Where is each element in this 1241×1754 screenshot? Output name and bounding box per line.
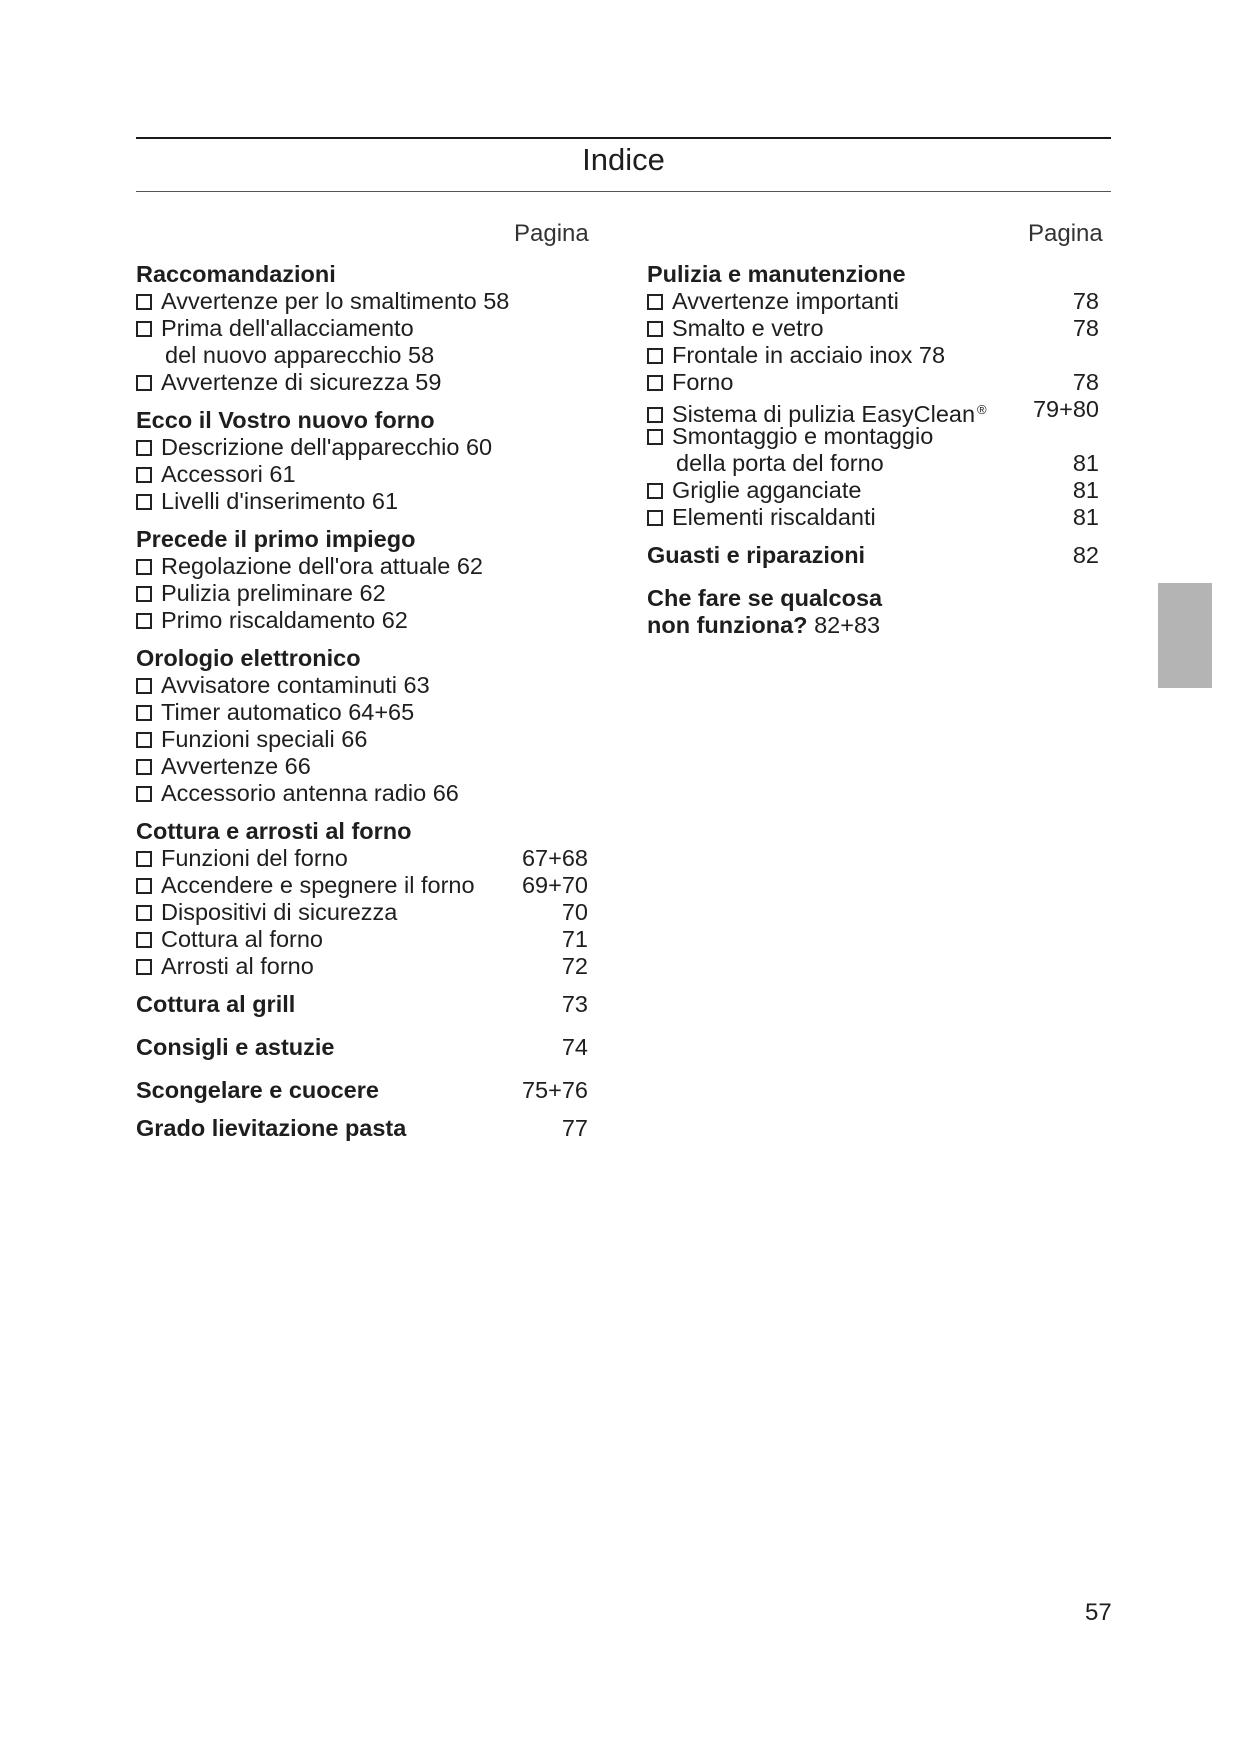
toc-page-ref: 61: [371, 488, 399, 514]
checkbox-bullet-icon: [136, 678, 152, 694]
toc-entry[interactable]: [136, 488, 588, 515]
toc-entry-label: Funzioni del forno: [161, 845, 348, 871]
checkbox-bullet-icon: [647, 348, 663, 364]
toc-page-ref: 60: [465, 434, 493, 460]
toc-entry-label: Cottura al grill: [136, 991, 296, 1017]
toc-entry[interactable]: [136, 288, 588, 315]
toc-entry-label: Avvertenze importanti: [672, 288, 899, 314]
toc-page-ref: 70: [561, 899, 588, 925]
checkbox-bullet-icon: [136, 959, 152, 975]
checkbox-bullet-icon: [136, 294, 152, 310]
toc-entry[interactable]: [136, 926, 588, 953]
toc-entry[interactable]: [136, 780, 588, 807]
checkbox-bullet-icon: [136, 851, 152, 867]
checkbox-bullet-icon: [647, 294, 663, 310]
toc-entry-label: Elementi riscaldanti: [672, 504, 876, 530]
toc-section-heading[interactable]: [136, 991, 588, 1018]
section-spacer: [136, 1104, 588, 1115]
toc-page-ref: 64+65: [348, 699, 415, 725]
toc-entry-label: Smontaggio e montaggio: [672, 423, 934, 449]
toc-entry-label: Funzioni speciali: [161, 726, 335, 752]
section-spacer: [136, 807, 588, 818]
toc-page-ref: 61: [269, 461, 296, 487]
toc-entry-label: Orologio elettronico: [136, 645, 361, 671]
toc-entry-label: Avvisatore contaminuti: [161, 672, 397, 698]
toc-entry[interactable]: [136, 342, 588, 369]
toc-entry-label: Sistema di pulizia EasyClean: [672, 401, 976, 427]
toc-section-heading[interactable]: [136, 261, 588, 288]
toc-entry-label: Prima dell'allacciamento: [161, 315, 414, 341]
toc-page-ref: 78: [1072, 315, 1099, 341]
toc-page-ref: 81: [1072, 504, 1099, 530]
toc-entry[interactable]: [136, 369, 588, 396]
toc-entry[interactable]: [136, 672, 588, 699]
toc-entry-label: Timer automatico: [161, 699, 342, 725]
toc-entry[interactable]: [647, 450, 1099, 477]
toc-left-column: [136, 261, 588, 1142]
checkbox-bullet-icon: [136, 613, 152, 629]
checkbox-bullet-icon: [647, 407, 663, 423]
toc-entry[interactable]: [136, 553, 588, 580]
checkbox-bullet-icon: [647, 429, 663, 445]
toc-page-ref: 81: [1072, 450, 1099, 476]
toc-entry[interactable]: [136, 580, 588, 607]
toc-right-column: [647, 261, 1099, 639]
toc-page-ref: 82: [1072, 542, 1099, 568]
toc-page-ref: 79+80: [1032, 396, 1099, 422]
toc-entry-label: Precede il primo impiego: [136, 526, 416, 552]
toc-section-heading[interactable]: [136, 407, 588, 434]
page-title: Indice: [582, 142, 665, 177]
toc-entry-label: del nuovo apparecchio: [165, 342, 402, 368]
toc-section-heading[interactable]: [647, 261, 1099, 288]
toc-page-ref: 77: [561, 1115, 588, 1141]
checkbox-bullet-icon: [136, 759, 152, 775]
toc-entry-label: Cottura e arrosti al forno: [136, 818, 412, 844]
toc-page-ref: 66: [284, 753, 311, 779]
section-spacer: [136, 634, 588, 645]
checkbox-bullet-icon: [647, 321, 663, 337]
section-spacer: [647, 569, 1099, 585]
toc-entry-label: Consigli e astuzie: [136, 1034, 335, 1060]
checkbox-bullet-icon: [136, 878, 152, 894]
toc-entry[interactable]: [136, 607, 588, 634]
toc-entry-label: Guasti e riparazioni: [647, 542, 866, 568]
toc-page-ref: 78: [1072, 369, 1099, 395]
toc-page-ref: 73: [561, 991, 588, 1017]
checkbox-bullet-icon: [136, 559, 152, 575]
toc-page-ref: 75+76: [521, 1077, 588, 1103]
toc-entry[interactable]: [136, 872, 588, 899]
toc-page-ref: 66: [432, 780, 459, 806]
toc-page-ref: 67+68: [521, 845, 588, 871]
toc-entry-label: Smalto e vetro: [672, 315, 824, 341]
checkbox-bullet-icon: [136, 705, 152, 721]
toc-entry-label: Ecco il Vostro nuovo forno: [136, 407, 435, 433]
checkbox-bullet-icon: [136, 440, 152, 456]
toc-entry-label: Accessori: [161, 461, 263, 487]
toc-section-heading[interactable]: [647, 585, 1099, 612]
toc-entry[interactable]: [647, 504, 1099, 531]
toc-entry-label: Arrosti al forno: [161, 953, 314, 979]
toc-entry[interactable]: [647, 477, 1099, 504]
toc-section-heading[interactable]: [136, 526, 588, 553]
toc-page-ref: 69+70: [521, 872, 588, 898]
right-page-column-label: Pagina: [1028, 220, 1103, 247]
toc-entry[interactable]: [136, 845, 588, 872]
toc-page-ref: 82+83: [814, 612, 881, 638]
toc-entry-label: Primo riscaldamento: [161, 607, 376, 633]
checkbox-bullet-icon: [647, 510, 663, 526]
toc-entry-label: Cottura al forno: [161, 926, 323, 952]
toc-entry-label: Che fare se qualcosa: [647, 585, 883, 611]
toc-entry[interactable]: [136, 315, 588, 342]
toc-entry[interactable]: [136, 899, 588, 926]
toc-entry-label: Raccomandazioni: [136, 261, 336, 287]
toc-entry-label: Accendere e spegnere il forno: [161, 872, 475, 898]
toc-entry[interactable]: [136, 953, 588, 980]
toc-entry[interactable]: [647, 369, 1099, 396]
checkbox-bullet-icon: [136, 732, 152, 748]
toc-section-heading[interactable]: [136, 645, 588, 672]
section-thumb-tab: [1158, 583, 1212, 688]
left-page-column-label: Pagina: [514, 220, 589, 247]
toc-entry-label: Pulizia preliminare: [161, 580, 353, 606]
toc-page-ref: 78: [1072, 288, 1099, 314]
toc-page-ref: 62: [456, 553, 483, 579]
toc-section-heading[interactable]: [647, 612, 1099, 639]
toc-entry-label: non funziona?: [647, 612, 808, 638]
toc-entry-label: Frontale in acciaio inox: [672, 342, 913, 368]
section-spacer: [136, 980, 588, 991]
toc-entry[interactable]: [647, 342, 1099, 369]
toc-entry-label: Dispositivi di sicurezza: [161, 899, 398, 925]
toc-page-ref: 59: [415, 369, 442, 395]
toc-entry-label: Grado lievitazione pasta: [136, 1115, 407, 1141]
checkbox-bullet-icon: [136, 786, 152, 802]
section-spacer: [136, 1018, 588, 1034]
toc-section-heading[interactable]: [647, 542, 1099, 569]
toc-page-ref: 58: [483, 288, 510, 314]
section-spacer: [136, 1061, 588, 1077]
section-spacer: [136, 515, 588, 526]
section-spacer: [647, 531, 1099, 542]
toc-entry[interactable]: [136, 461, 588, 488]
toc-entry-label: della porta del forno: [676, 450, 884, 476]
toc-entry-label: Descrizione dell'apparecchio: [161, 434, 460, 460]
title-rule-bottom: [136, 191, 1111, 192]
toc-page-ref: 63: [403, 672, 430, 698]
checkbox-bullet-icon: [136, 905, 152, 921]
toc-entry-label: Scongelare e cuocere: [136, 1077, 379, 1103]
page-number: 57: [1085, 1599, 1112, 1626]
toc-entry[interactable]: [136, 726, 588, 753]
toc-page-ref: 78: [918, 342, 946, 368]
title-rule-top: [136, 137, 1111, 139]
checkbox-bullet-icon: [136, 932, 152, 948]
checkbox-bullet-icon: [136, 586, 152, 602]
toc-entry[interactable]: [647, 288, 1099, 315]
checkbox-bullet-icon: [136, 321, 152, 337]
toc-page-ref: 62: [359, 580, 386, 606]
section-spacer: [136, 396, 588, 407]
toc-page-ref: 74: [561, 1034, 588, 1060]
toc-entry-label: Avvertenze di sicurezza: [161, 369, 409, 395]
toc-entry-label: Regolazione dell'ora attuale: [161, 553, 451, 579]
checkbox-bullet-icon: [136, 467, 152, 483]
toc-entry-label: Accessorio antenna radio: [161, 780, 427, 806]
toc-entry[interactable]: [647, 396, 1099, 427]
toc-page-ref: 66: [341, 726, 368, 752]
toc-entry-label: Avvertenze: [161, 753, 279, 779]
registered-mark: ®: [977, 402, 987, 417]
toc-entry[interactable]: [136, 699, 588, 726]
toc-entry-label: Forno: [672, 369, 734, 395]
toc-page-ref: 72: [561, 953, 588, 979]
toc-page-ref: 62: [381, 607, 408, 633]
toc-section-heading[interactable]: [136, 1077, 588, 1104]
toc-entry-label: Pulizia e manutenzione: [647, 261, 906, 287]
toc-page-ref: 58: [408, 342, 435, 368]
checkbox-bullet-icon: [136, 494, 152, 510]
toc-section-heading[interactable]: [136, 818, 588, 845]
toc-entry-label: Avvertenze per lo smaltimento: [161, 288, 477, 314]
toc-section-heading[interactable]: [136, 1034, 588, 1061]
toc-entry-label: Livelli d'inserimento: [161, 488, 366, 514]
checkbox-bullet-icon: [647, 375, 663, 391]
toc-entry[interactable]: [136, 753, 588, 780]
toc-page-ref: 71: [561, 926, 588, 952]
toc-page-ref: 81: [1072, 477, 1099, 503]
toc-entry[interactable]: [647, 315, 1099, 342]
checkbox-bullet-icon: [136, 375, 152, 391]
checkbox-bullet-icon: [647, 483, 663, 499]
toc-section-heading[interactable]: [136, 1115, 588, 1142]
toc-entry[interactable]: [647, 423, 1099, 450]
toc-entry-label: Griglie agganciate: [672, 477, 862, 503]
toc-entry[interactable]: [136, 434, 588, 461]
